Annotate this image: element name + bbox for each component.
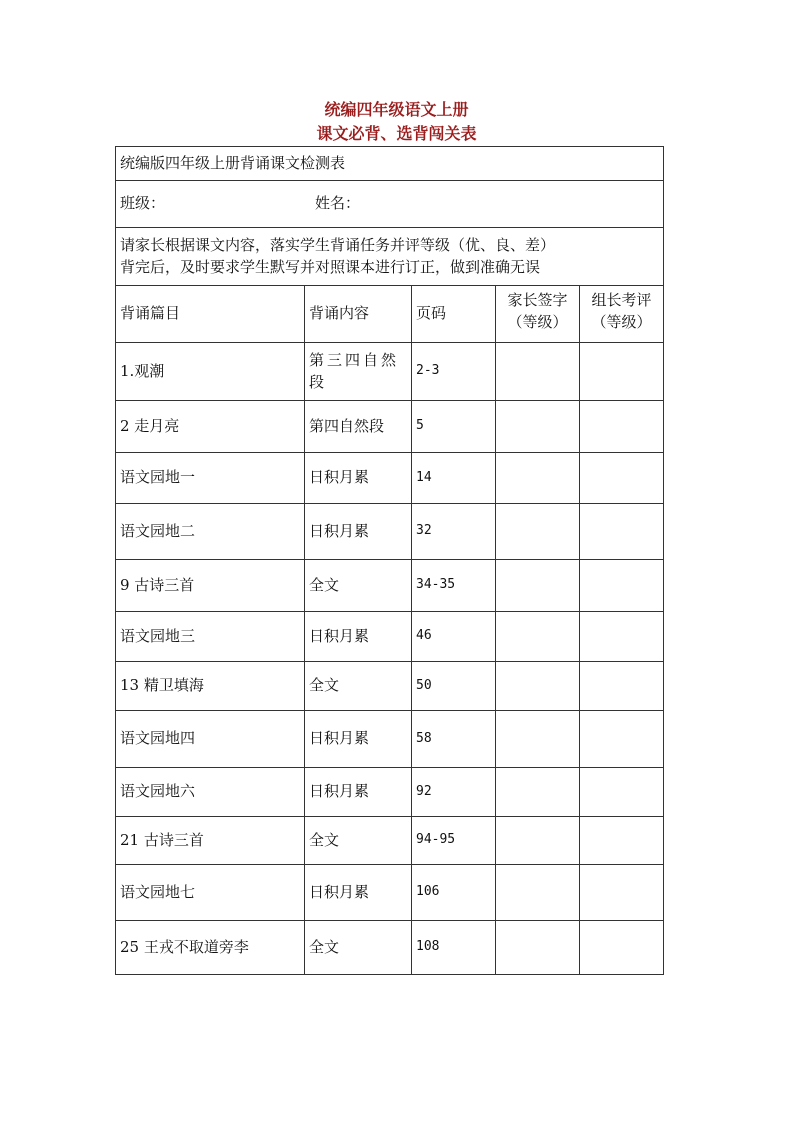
row-content: 第四自然段	[305, 401, 412, 453]
row-leader-evaluation	[580, 343, 664, 401]
table-row	[116, 343, 664, 401]
row-content: 日积月累	[305, 504, 412, 560]
row-content: 全文	[305, 817, 412, 865]
row-content: 日积月累	[305, 768, 412, 817]
row-parent-signature	[496, 560, 580, 612]
table-row	[116, 865, 664, 921]
table-row	[116, 401, 664, 453]
row-leader-evaluation	[580, 662, 664, 711]
row-leader-evaluation	[580, 504, 664, 560]
row-leader-evaluation	[580, 865, 664, 921]
header-page: 页码	[412, 286, 496, 343]
row-leader-evaluation	[580, 921, 664, 975]
recitation-table	[115, 146, 664, 975]
row-title: 语文园地七	[116, 865, 305, 921]
row-parent-signature	[496, 453, 580, 504]
table-row	[116, 662, 664, 711]
row-page: 2-3	[412, 343, 496, 401]
row-parent-signature	[496, 401, 580, 453]
row-leader-evaluation	[580, 768, 664, 817]
header-title: 背诵篇目	[116, 286, 305, 343]
row-title: 语文园地六	[116, 768, 305, 817]
row-title: 2 走月亮	[116, 401, 305, 453]
table-title-row	[116, 147, 664, 181]
header-parent-signature	[496, 286, 580, 343]
row-page: 58	[412, 711, 496, 768]
row-title: 语文园地一	[116, 453, 305, 504]
table-row	[116, 768, 664, 817]
table-row	[116, 560, 664, 612]
row-leader-evaluation	[580, 612, 664, 662]
row-page: 92	[412, 768, 496, 817]
row-title: 语文园地四	[116, 711, 305, 768]
header-leader-line-1: 组长考评	[591, 291, 652, 309]
header-content: 背诵内容	[305, 286, 412, 343]
table-row	[116, 453, 664, 504]
row-page: 106	[412, 865, 496, 921]
header-leader-evaluation	[580, 286, 664, 343]
info-cell	[116, 181, 664, 228]
row-leader-evaluation	[580, 560, 664, 612]
row-title: 25 王戎不取道旁李	[116, 921, 305, 975]
row-parent-signature	[496, 921, 580, 975]
row-parent-signature	[496, 662, 580, 711]
row-title: 语文园地三	[116, 612, 305, 662]
row-page: 14	[412, 453, 496, 504]
row-content: 日积月累	[305, 612, 412, 662]
row-title: 语文园地二	[116, 504, 305, 560]
row-parent-signature	[496, 504, 580, 560]
row-leader-evaluation	[580, 711, 664, 768]
document-subtitle: 课文必背、选背闯关表	[316, 124, 477, 143]
row-content: 日积月累	[305, 711, 412, 768]
row-parent-signature	[496, 768, 580, 817]
table-row	[116, 504, 664, 560]
row-page: 108	[412, 921, 496, 975]
info-row	[116, 181, 664, 228]
row-leader-evaluation	[580, 817, 664, 865]
header-leader-line-2: （等级）	[591, 312, 652, 331]
row-parent-signature	[496, 817, 580, 865]
instruction-line-1: 请家长根据课文内容，落实学生背诵任务并评等级（优、良、差）	[120, 235, 556, 254]
instruction-cell	[116, 228, 664, 286]
row-leader-evaluation	[580, 453, 664, 504]
instruction-line-2: 背完后，及时要求学生默写并对照课本进行订正，做到准确无误	[120, 257, 541, 276]
header-parent-line-1: 家长签字	[507, 291, 568, 309]
row-title: 21 古诗三首	[116, 817, 305, 865]
name-label: 姓名：	[315, 194, 361, 213]
class-label: 班级：	[120, 194, 166, 213]
row-title: 9 古诗三首	[116, 560, 305, 612]
row-content: 全文	[305, 662, 412, 711]
row-page: 34-35	[412, 560, 496, 612]
row-content: 全文	[305, 921, 412, 975]
row-content: 日积月累	[305, 453, 412, 504]
row-page: 5	[412, 401, 496, 453]
row-leader-evaluation	[580, 401, 664, 453]
row-title: 1.观潮	[116, 343, 305, 401]
row-page: 50	[412, 662, 496, 711]
row-parent-signature	[496, 612, 580, 662]
row-parent-signature	[496, 343, 580, 401]
row-parent-signature	[496, 865, 580, 921]
row-page: 46	[412, 612, 496, 662]
row-title: 13 精卫填海	[116, 662, 305, 711]
row-content: 第三四自然段	[305, 343, 412, 401]
row-content: 日积月累	[305, 865, 412, 921]
instruction-row	[116, 228, 664, 286]
table-title: 统编版四年级上册背诵课文检测表	[116, 147, 664, 181]
header-row	[116, 286, 664, 343]
table-row	[116, 921, 664, 975]
document-title: 统编四年级语文上册	[324, 100, 469, 119]
table-row	[116, 612, 664, 662]
row-parent-signature	[496, 711, 580, 768]
row-content: 全文	[305, 560, 412, 612]
row-page: 32	[412, 504, 496, 560]
row-page: 94-95	[412, 817, 496, 865]
header-parent-line-2: （等级）	[507, 312, 568, 331]
table-row	[116, 817, 664, 865]
table-row	[116, 711, 664, 768]
